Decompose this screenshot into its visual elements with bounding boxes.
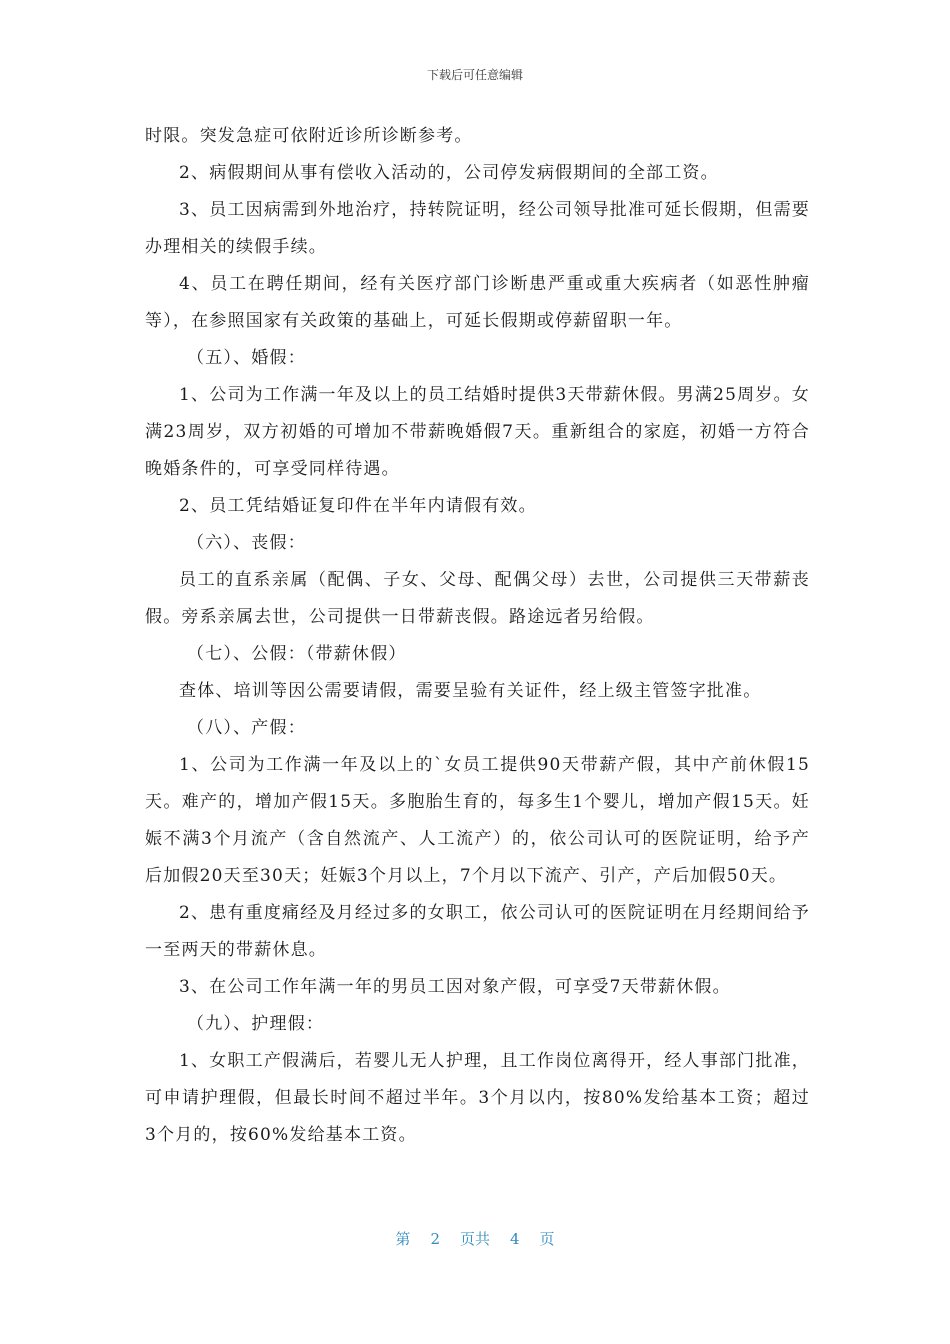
page-number: 2 (430, 1230, 440, 1248)
paragraph: 员工的直系亲属（配偶、子女、父母、配偶父母）去世，公司提供三天带薪丧假。旁系亲属去世，公司提供一日带薪丧假。路途远者另给假。 (145, 570, 810, 627)
footer-middle: 页共 (459, 1230, 490, 1248)
footer-prefix: 第 (395, 1230, 411, 1248)
section-heading: （八）、产假： (187, 718, 306, 738)
footer-suffix: 页 (539, 1230, 555, 1248)
section-heading: （五）、婚假： (187, 348, 306, 368)
section-heading: （九）、护理假： (187, 1014, 325, 1034)
page-footer (0, 1228, 950, 1249)
paragraph: 1、公司为工作满一年及以上的员工结婚时提供3天带薪休假。男满25周岁。女满23周岁，双方初婚的可增加不带薪晚婚假7天。重新组合的家庭，初婚一方符合晚婚条件的，可享受同样待遇。 (145, 385, 810, 479)
paragraph: 3、在公司工作年满一年的男员工因对象产假，可享受7天带薪休假。 (179, 977, 731, 997)
total-pages: 4 (510, 1230, 520, 1248)
paragraph: 时限。突发急症可依附近诊所诊断参考。 (145, 126, 473, 146)
paragraph: 1、公司为工作满一年及以上的`女员工提供90天带薪产假，其中产前休假15天。难产的，增加产假15天。多胞胎生育的，每多生1个婴儿，增加产假15天。妊娠不满3个月流产（含自然流产、人工流产）的，依公司认可的医院证明，给予产后加假20天至30天；妊娠3个月以上，7个月以下流产、引产，产后加假50天。 (145, 755, 810, 886)
paragraph: 2、病假期间从事有偿收入活动的，公司停发病假期间的全部工资。 (179, 163, 719, 183)
paragraph: 4、员工在聘任期间，经有关医疗部门诊断患严重或重大疾病者（如恶性肿瘤等），在参照国家有关政策的基础上，可延长假期或停薪留职一年。 (145, 274, 810, 331)
paragraph: 1、女职工产假满后，若婴儿无人护理，且工作岗位离得开，经人事部门批准，可申请护理假，但最长时间不超过半年。3个月以内，按80%发给基本工资；超过3个月的，按60%发给基本工资。 (145, 1051, 810, 1145)
header-note: 下载后可任意编辑 (426, 68, 523, 82)
paragraph: 查体、培训等因公需要请假，需要呈验有关证件，经上级主管签字批准。 (179, 681, 762, 701)
document-body (145, 118, 810, 1154)
paragraph: 2、患有重度痛经及月经过多的女职工，依公司认可的医院证明在月经期间给予一至两天的带薪休息。 (145, 903, 810, 960)
section-heading: （六）、丧假： (187, 533, 306, 553)
paragraph: 3、员工因病需到外地治疗，持转院证明，经公司领导批准可延长假期，但需要办理相关的续假手续。 (145, 200, 810, 257)
paragraph: 2、员工凭结婚证复印件在半年内请假有效。 (179, 496, 537, 516)
section-heading: （七）、公假：（带薪休假） (187, 644, 407, 664)
